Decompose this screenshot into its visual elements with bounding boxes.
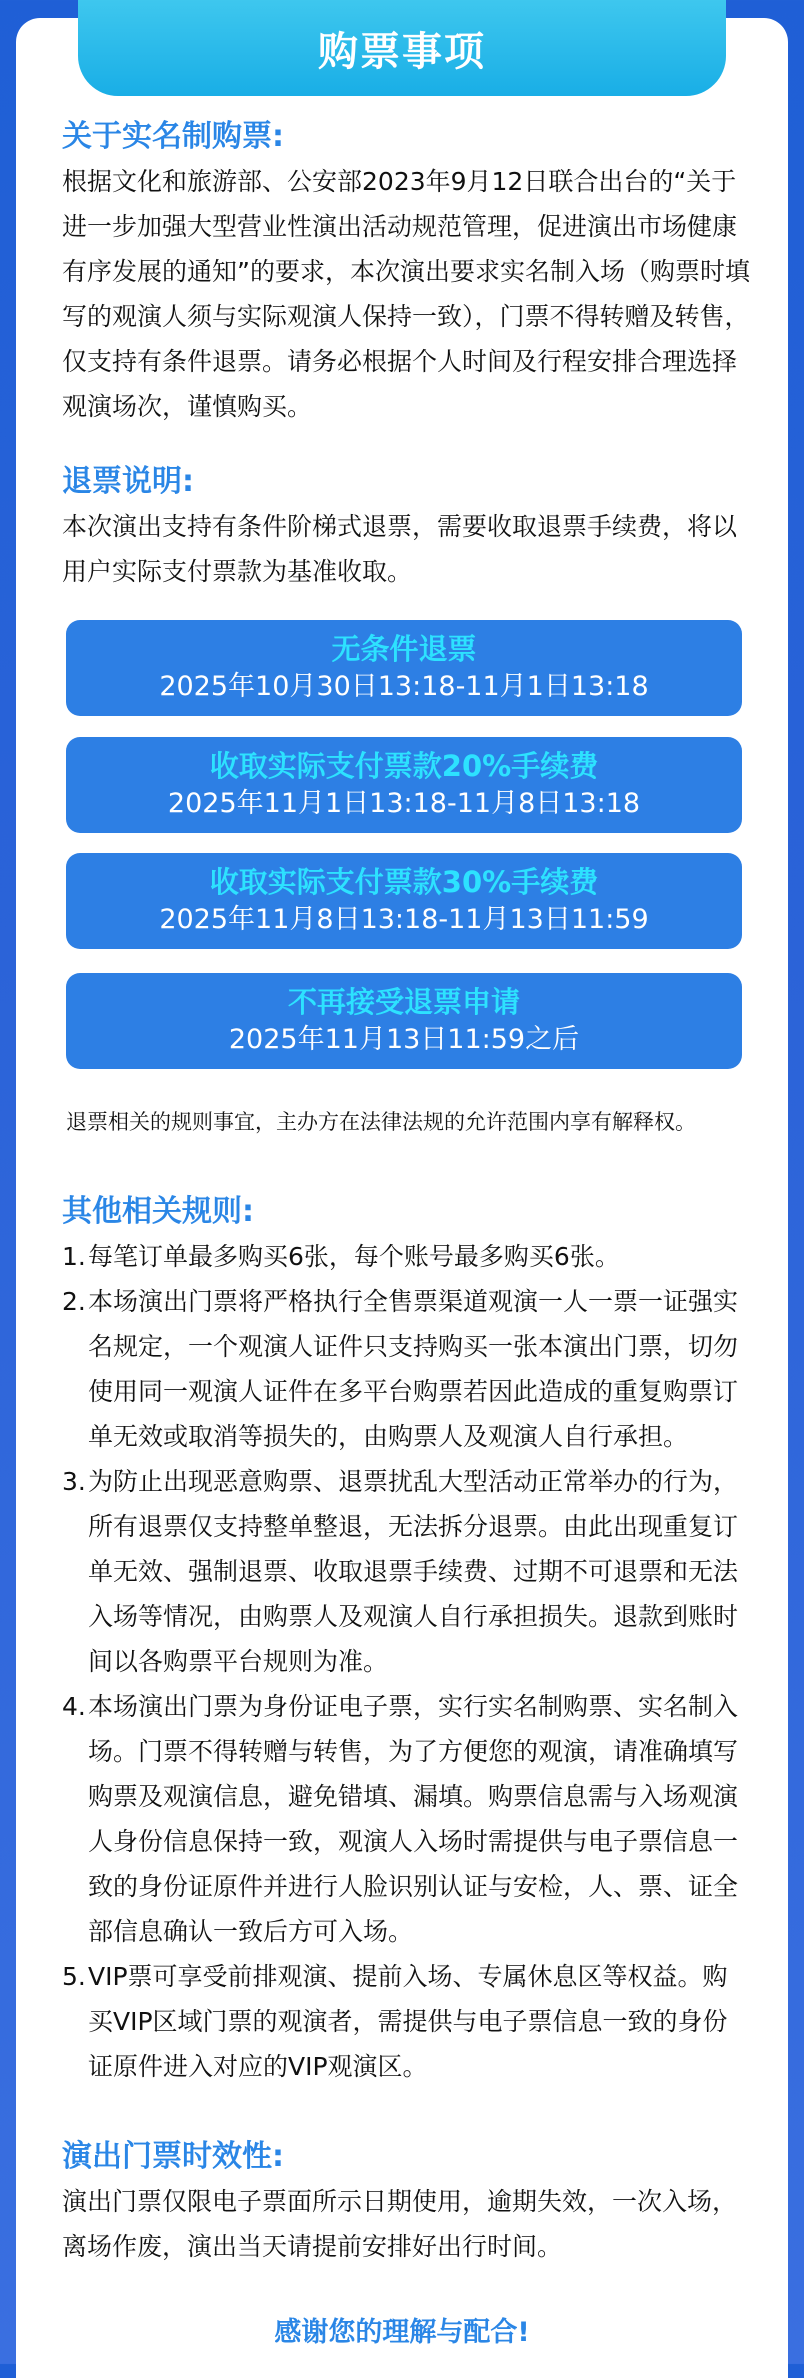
rule-number: 1. — [62, 1242, 86, 1271]
other-rules-section — [62, 1190, 752, 2089]
realname-section — [62, 115, 752, 429]
refund-section — [62, 460, 752, 594]
rule-text: 本场演出门票为身份证电子票，实行实名制购票、实名制入场。门票不得转赠与转售，为了方便您的观演，请准确填写购票及观演信息，避免错填、漏填。购票信息需与入场观演人身份信息保持一致，观演人入场时需提供与电子票信息一致的身份证原件并进行人脸识别认证与安检，人、票、证全部信息确认一致后方可入场。 — [88, 1692, 739, 1946]
rule-number: 5. — [62, 1962, 86, 1991]
refund-tier-title: 收取实际支付票款30%手续费 — [209, 865, 599, 899]
thanks-text: 感谢您的理解与配合! — [274, 2317, 530, 2348]
rule-text: VIP票可享受前排观演、提前入场、专属休息区等权益。购买VIP区域门票的观演者，需提供与电子票信息一致的身份证原件进入对应的VIP观演区。 — [88, 1962, 728, 2081]
refund-tier-period: 2025年11月13日11:59之后 — [228, 1024, 580, 1055]
refund-tier-title: 不再接受退票申请 — [287, 985, 520, 1019]
other-heading: 其他相关规则: — [62, 1194, 254, 1229]
refund-tier-period: 2025年10月30日13:18-11月1日13:18 — [159, 671, 649, 702]
validity-section — [62, 2135, 752, 2269]
rule-item — [62, 1234, 752, 1279]
refund-note: 退票相关的规则事宜，主办方在法律法规的允许范围内享有解释权。 — [66, 1110, 696, 1134]
rule-number: 4. — [62, 1692, 86, 1721]
realname-heading: 关于实名制购票: — [62, 119, 284, 154]
refund-heading: 退票说明: — [62, 464, 194, 499]
header-banner — [78, 0, 726, 96]
refund-tier-1 — [66, 620, 742, 716]
rule-item — [62, 1684, 752, 1954]
validity-text: 演出门票仅限电子票面所示日期使用，逾期失效，一次入场，离场作废，演出当天请提前安排好出行时间。 — [62, 2187, 738, 2261]
rule-item — [62, 1459, 752, 1684]
rule-text: 每笔订单最多购买6张，每个账号最多购买6张。 — [88, 1242, 620, 1271]
rule-text: 本场演出门票将严格执行全售票渠道观演一人一票一证强实名规定，一个观演人证件只支持购买一张本演出门票，切勿使用同一观演人证件在多平台购票若因此造成的重复购票订单无效或取消等损失的，由购票人及观演人自行承担。 — [88, 1287, 739, 1451]
rule-number: 3. — [62, 1467, 86, 1496]
refund-tier-title: 无条件退票 — [331, 632, 477, 666]
rule-text: 为防止出现恶意购票、退票扰乱大型活动正常举办的行为，所有退票仅支持整单整退，无法拆分退票。由此出现重复订单无效、强制退票、收取退票手续费、过期不可退票和无法入场等情况，由购票人及观演人自行承担损失。退款到账时间以各购票平台规则为准。 — [88, 1467, 739, 1676]
refund-tier-period: 2025年11月8日13:18-11月13日11:59 — [159, 904, 649, 935]
refund-tier-period: 2025年11月1日13:18-11月8日13:18 — [167, 788, 641, 819]
validity-heading: 演出门票时效性: — [62, 2139, 284, 2174]
refund-tier-title: 收取实际支付票款20%手续费 — [209, 749, 599, 783]
refund-tier-3 — [66, 853, 742, 949]
rule-item — [62, 1954, 752, 2089]
rule-item — [62, 1279, 752, 1459]
refund-text: 本次演出支持有条件阶梯式退票，需要收取退票手续费，将以用户实际支付票款为基准收取。 — [62, 512, 738, 586]
refund-tier-2 — [66, 737, 742, 833]
page-title: 购票事项 — [318, 28, 486, 75]
realname-text: 根据文化和旅游部、公安部2023年9月12日联合出台的“关于进一步加强大型营业性演出活动规范管理，促进演出市场健康有序发展的通知”的要求，本次演出要求实名制入场（购票时填写的观演人须与实际观演人保持一致），门票不得转赠及转售，仅支持有条件退票。请务必根据个人时间及行程安排合理选择观演场次，谨慎购买。 — [62, 167, 750, 421]
refund-tier-4 — [66, 973, 742, 1069]
rule-number: 2. — [62, 1287, 86, 1316]
